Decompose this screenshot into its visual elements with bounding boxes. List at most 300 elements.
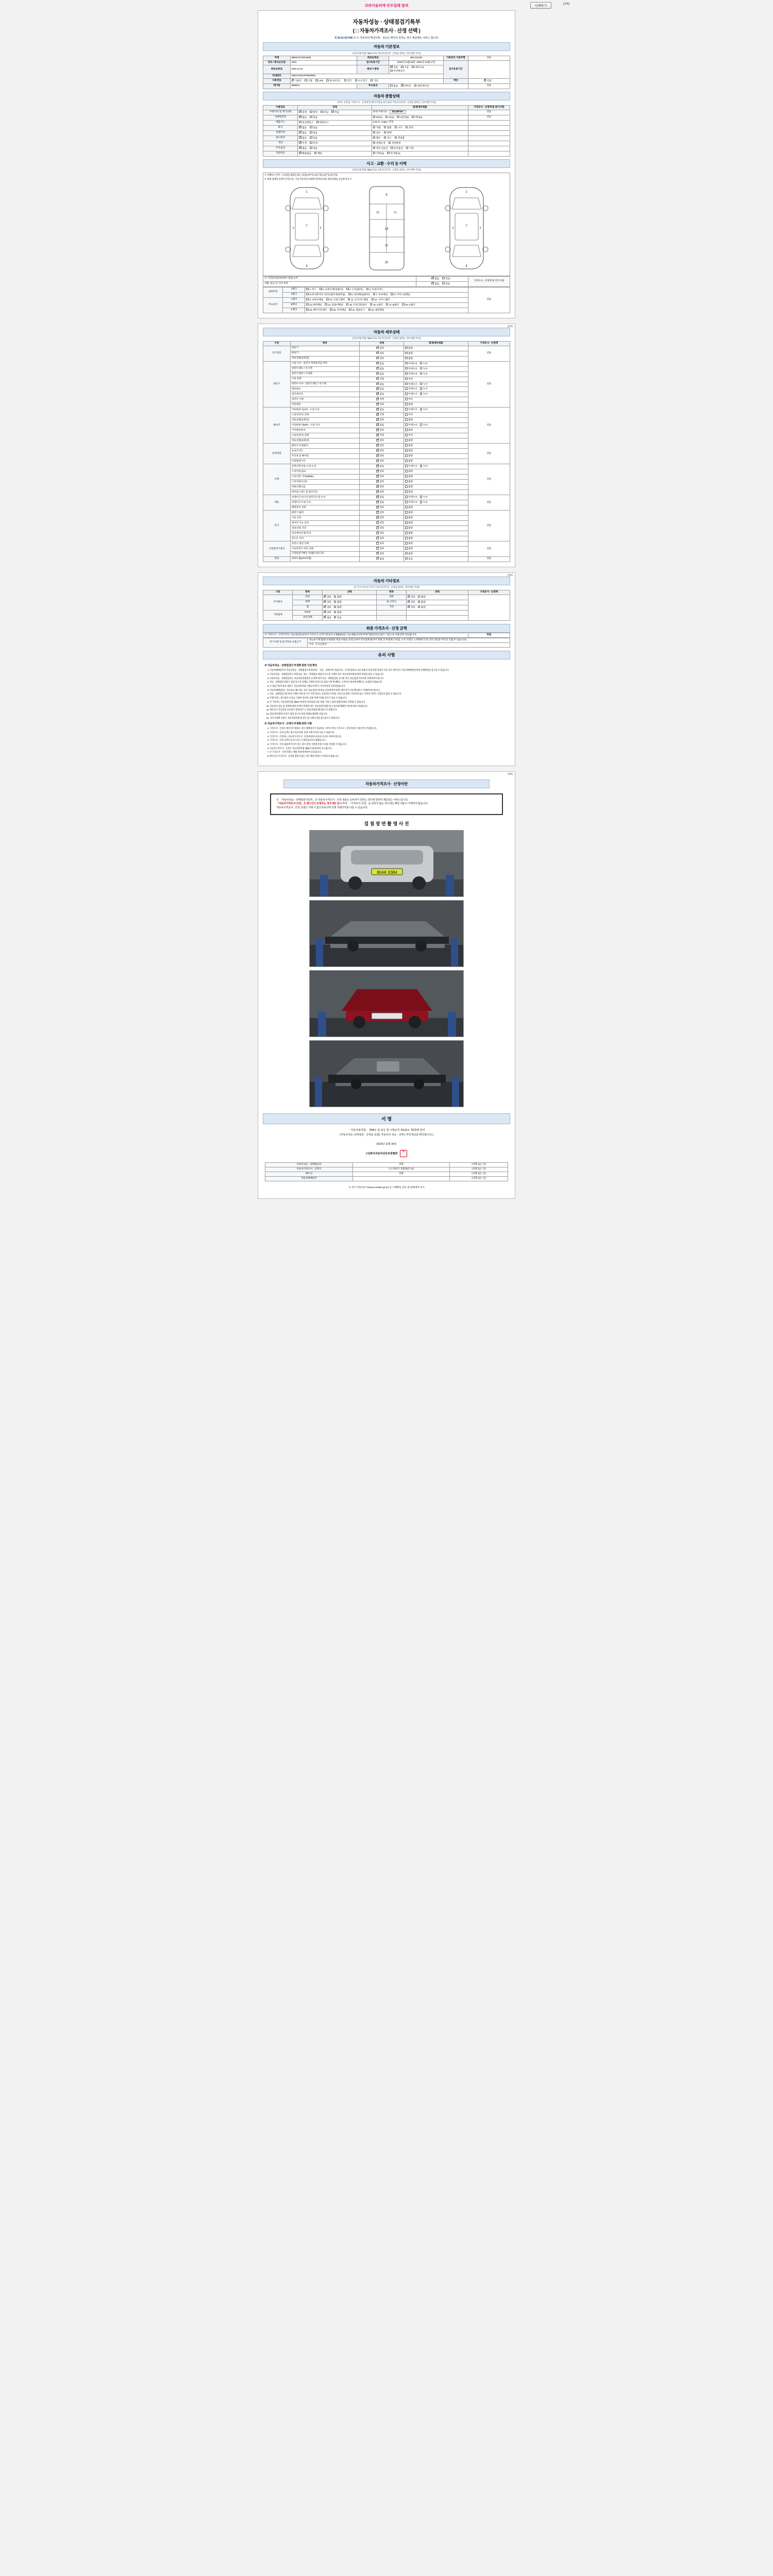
checkbox-icon[interactable] bbox=[334, 611, 337, 614]
checkbox-icon[interactable] bbox=[348, 298, 350, 301]
opt-nocolor[interactable]: ✓ 무색 bbox=[299, 142, 307, 145]
checkbox-icon[interactable] bbox=[418, 596, 421, 598]
option-양호[interactable] bbox=[324, 611, 331, 615]
option-미세누수[interactable] bbox=[405, 393, 417, 396]
checkbox-icon[interactable] bbox=[390, 66, 393, 69]
option-없음[interactable] bbox=[376, 465, 384, 468]
part-apillar[interactable]: 16. A필러 bbox=[370, 303, 383, 307]
checkbox-icon[interactable] bbox=[324, 596, 326, 598]
checkbox-icon[interactable] bbox=[405, 347, 408, 349]
opt-yes[interactable]: 있음 bbox=[442, 282, 450, 286]
checkbox-icon[interactable] bbox=[344, 79, 347, 82]
option-없음[interactable] bbox=[376, 408, 384, 412]
checkbox-icon[interactable] bbox=[326, 79, 329, 82]
checkbox-icon[interactable] bbox=[355, 79, 358, 82]
checkbox-icon[interactable] bbox=[418, 601, 421, 603]
checkbox-icon[interactable] bbox=[405, 429, 408, 431]
checkbox-icon[interactable] bbox=[299, 126, 301, 129]
checkbox-icon[interactable] bbox=[420, 367, 423, 370]
opt-structure[interactable]: 구조 bbox=[395, 126, 402, 130]
checkbox-icon[interactable] bbox=[376, 429, 379, 431]
checkbox-icon[interactable] bbox=[299, 121, 301, 124]
checkbox-icon[interactable] bbox=[405, 393, 408, 395]
checkbox-icon[interactable] bbox=[405, 521, 408, 524]
checkbox-icon[interactable] bbox=[405, 475, 408, 478]
checkbox-icon[interactable] bbox=[376, 403, 379, 405]
option-누수[interactable] bbox=[420, 393, 428, 396]
opt-illegal[interactable]: 불법 bbox=[384, 126, 392, 130]
checkbox-icon[interactable] bbox=[420, 387, 423, 390]
checkbox-icon[interactable] bbox=[325, 303, 327, 306]
option-부족[interactable] bbox=[405, 434, 413, 437]
option-양호[interactable] bbox=[376, 542, 384, 546]
checkbox-icon[interactable] bbox=[420, 501, 423, 503]
option-미세누유[interactable] bbox=[405, 408, 417, 412]
checkbox-icon[interactable] bbox=[384, 126, 386, 129]
checkbox-icon[interactable] bbox=[405, 408, 408, 411]
checkbox-icon[interactable] bbox=[376, 423, 379, 426]
option-양호[interactable] bbox=[324, 606, 331, 609]
checkbox-icon[interactable] bbox=[384, 137, 386, 139]
opt-yes[interactable]: 있음 bbox=[442, 277, 450, 281]
transmission-opt-manual[interactable]: 수동 bbox=[401, 66, 409, 70]
checkbox-icon[interactable] bbox=[405, 387, 408, 390]
checkbox-icon[interactable] bbox=[420, 393, 423, 395]
checkbox-icon[interactable] bbox=[346, 303, 349, 306]
option-누유[interactable] bbox=[420, 362, 428, 366]
checkbox-icon[interactable] bbox=[373, 293, 376, 296]
checkbox-icon[interactable] bbox=[405, 357, 408, 360]
option-없음[interactable] bbox=[376, 423, 384, 427]
option-부족[interactable] bbox=[405, 398, 413, 401]
color-opt-single[interactable]: ✓ 단일 bbox=[484, 79, 492, 83]
opt-changed[interactable]: 변경 bbox=[310, 111, 317, 114]
opt-fullpaint[interactable]: 전체도색 bbox=[373, 142, 385, 145]
checkbox-icon[interactable] bbox=[376, 460, 379, 462]
opt-semi[interactable]: 세미(4) bbox=[412, 116, 422, 120]
option-불량[interactable] bbox=[405, 347, 413, 350]
option-양호[interactable] bbox=[376, 511, 384, 515]
part-insidepanel[interactable]: 11. 인사이드패널 bbox=[348, 298, 368, 302]
option-부족[interactable] bbox=[405, 378, 413, 381]
checkbox-icon[interactable] bbox=[373, 131, 376, 134]
part-rearpanel[interactable]: 20. 리어패널 bbox=[330, 309, 346, 312]
option-미세누수[interactable] bbox=[405, 383, 417, 386]
option-누유[interactable] bbox=[420, 372, 428, 376]
opt-mt[interactable]: MT(1) bbox=[373, 116, 382, 120]
checkbox-icon[interactable] bbox=[390, 70, 393, 72]
option-양호[interactable] bbox=[376, 490, 384, 494]
checkbox-icon[interactable] bbox=[376, 490, 379, 493]
option-불량[interactable] bbox=[405, 527, 413, 530]
checkbox-icon[interactable] bbox=[376, 485, 379, 488]
option-없음[interactable] bbox=[324, 616, 331, 620]
checkbox-icon[interactable] bbox=[334, 596, 337, 598]
checkbox-icon[interactable] bbox=[376, 552, 379, 555]
transmission-opt-cvt[interactable]: 무단변속기 bbox=[390, 70, 405, 73]
checkbox-icon[interactable] bbox=[376, 480, 379, 483]
checkbox-icon[interactable] bbox=[376, 449, 379, 452]
checkbox-icon[interactable] bbox=[405, 542, 408, 545]
option-양호[interactable] bbox=[408, 606, 415, 609]
checkbox-icon[interactable] bbox=[310, 111, 312, 113]
checkbox-icon[interactable] bbox=[370, 303, 373, 306]
fuel-opt-hybrid[interactable]: 하이브리드 bbox=[326, 79, 341, 83]
opt-1[interactable]: 1번인(3) bbox=[397, 116, 409, 120]
checkbox-icon[interactable] bbox=[405, 490, 408, 493]
part-crossmember[interactable]: 10. 크로스멤버 bbox=[326, 298, 344, 302]
option-없음[interactable] bbox=[376, 557, 384, 561]
option-없음[interactable] bbox=[376, 383, 384, 386]
option-양호[interactable] bbox=[376, 418, 384, 422]
opt-hc[interactable]: 탄화수소 bbox=[316, 121, 329, 125]
checkbox-icon[interactable] bbox=[405, 454, 408, 457]
checkbox-icon[interactable] bbox=[376, 475, 379, 478]
option-없음[interactable] bbox=[376, 387, 384, 391]
option-none[interactable]: 없음 bbox=[390, 84, 398, 88]
checkbox-icon[interactable] bbox=[320, 288, 322, 291]
checkbox-icon[interactable] bbox=[405, 511, 408, 514]
option-누유[interactable] bbox=[420, 501, 428, 504]
checkbox-icon[interactable] bbox=[306, 309, 309, 311]
opt-real[interactable]: ✓ 실제 bbox=[299, 111, 307, 114]
option-불량[interactable] bbox=[405, 470, 413, 473]
opt-flood[interactable]: 침수 bbox=[373, 131, 381, 135]
checkbox-icon[interactable] bbox=[405, 465, 408, 467]
checkbox-icon[interactable] bbox=[405, 413, 408, 416]
checkbox-icon[interactable] bbox=[299, 111, 301, 113]
checkbox-icon[interactable] bbox=[405, 485, 408, 488]
part-packagetray[interactable]: 19. 패키지트레이 bbox=[306, 309, 327, 312]
part-frontfender[interactable]: 2. 프론트팬더(좌/우) bbox=[320, 288, 343, 292]
option-부족[interactable] bbox=[405, 413, 413, 417]
checkbox-icon[interactable] bbox=[420, 408, 423, 411]
opt-na[interactable]: ✓ 해당없음 bbox=[299, 152, 311, 156]
checkbox-icon[interactable] bbox=[346, 288, 349, 291]
checkbox-icon[interactable] bbox=[305, 79, 307, 82]
checkbox-icon[interactable] bbox=[376, 501, 379, 503]
checkbox-icon[interactable] bbox=[376, 511, 379, 514]
checkbox-icon[interactable] bbox=[376, 383, 379, 385]
part-trunkfloor[interactable]: 15. 트렁크플로어 bbox=[346, 303, 367, 307]
checkbox-icon[interactable] bbox=[431, 282, 434, 285]
checkbox-icon[interactable] bbox=[334, 616, 337, 619]
option-불량[interactable] bbox=[405, 454, 413, 458]
opt-yes[interactable]: 있음 bbox=[310, 131, 317, 135]
part-bpillar[interactable]: 17. B필러 bbox=[386, 303, 399, 307]
checkbox-icon[interactable] bbox=[376, 347, 379, 349]
option-양호[interactable] bbox=[376, 403, 384, 406]
checkbox-icon[interactable] bbox=[376, 367, 379, 370]
option-불량[interactable] bbox=[405, 475, 413, 479]
checkbox-icon[interactable] bbox=[348, 293, 351, 296]
checkbox-icon[interactable] bbox=[418, 606, 421, 608]
checkbox-icon[interactable] bbox=[420, 496, 423, 498]
checkbox-icon[interactable] bbox=[391, 147, 393, 149]
opt-none[interactable]: ✓ 없음 bbox=[431, 277, 439, 281]
checkbox-icon[interactable] bbox=[405, 434, 408, 436]
checkbox-icon[interactable] bbox=[405, 383, 408, 385]
option-양호[interactable] bbox=[376, 470, 384, 473]
checkbox-icon[interactable] bbox=[420, 423, 423, 426]
option-불량[interactable] bbox=[418, 606, 426, 609]
checkbox-icon[interactable] bbox=[306, 303, 309, 306]
checkbox-icon[interactable] bbox=[376, 470, 379, 472]
option-불량[interactable] bbox=[334, 606, 342, 609]
opt-single[interactable]: 단색 bbox=[310, 142, 317, 145]
checkbox-icon[interactable] bbox=[331, 111, 334, 113]
print-button[interactable]: 인쇄하기 bbox=[530, 2, 551, 9]
option-불량[interactable] bbox=[334, 611, 342, 615]
opt-less[interactable]: ✓ 적음 bbox=[331, 111, 339, 114]
option-불량[interactable] bbox=[405, 418, 413, 422]
checkbox-icon[interactable] bbox=[395, 137, 397, 139]
option-없음[interactable] bbox=[376, 393, 384, 396]
checkbox-icon[interactable] bbox=[376, 393, 379, 395]
fuel-opt-ev[interactable]: 전기 bbox=[344, 79, 352, 83]
checkbox-icon[interactable] bbox=[405, 552, 408, 555]
checkbox-icon[interactable] bbox=[299, 142, 301, 144]
checkbox-icon[interactable] bbox=[299, 137, 301, 139]
checkbox-icon[interactable] bbox=[349, 309, 351, 311]
option-적정[interactable] bbox=[376, 413, 384, 417]
checkbox-icon[interactable] bbox=[376, 439, 379, 442]
option-불량[interactable] bbox=[405, 403, 413, 406]
checkbox-icon[interactable] bbox=[420, 362, 423, 365]
checkbox-icon[interactable] bbox=[405, 496, 408, 498]
option-불량[interactable] bbox=[405, 542, 413, 546]
checkbox-icon[interactable] bbox=[376, 506, 379, 509]
option-불량[interactable] bbox=[405, 490, 413, 494]
opt-none[interactable]: ✓ 없음 bbox=[299, 131, 307, 135]
transmission-opt-semi[interactable]: 세미오토 bbox=[412, 66, 424, 70]
option-양호[interactable] bbox=[376, 480, 384, 484]
opt-legal[interactable]: 적법 bbox=[373, 126, 381, 130]
opt-yes[interactable]: 있음 bbox=[310, 147, 317, 150]
checkbox-icon[interactable] bbox=[431, 277, 434, 280]
option-양호[interactable] bbox=[376, 547, 384, 551]
checkbox-icon[interactable] bbox=[366, 288, 369, 291]
option-미세누유[interactable] bbox=[405, 501, 417, 504]
opt-doubt[interactable]: 의심 bbox=[321, 111, 328, 114]
checkbox-icon[interactable] bbox=[330, 309, 332, 311]
checkbox-icon[interactable] bbox=[299, 152, 301, 155]
checkbox-icon[interactable] bbox=[321, 111, 323, 113]
checkbox-icon[interactable] bbox=[412, 66, 414, 69]
checkbox-icon[interactable] bbox=[315, 79, 318, 82]
checkbox-icon[interactable] bbox=[376, 557, 379, 560]
checkbox-icon[interactable] bbox=[373, 152, 376, 155]
option-누수[interactable] bbox=[420, 383, 428, 386]
checkbox-icon[interactable] bbox=[405, 532, 408, 534]
checkbox-icon[interactable] bbox=[310, 116, 312, 118]
option-불량[interactable] bbox=[405, 449, 413, 453]
checkbox-icon[interactable] bbox=[405, 423, 408, 426]
option-불량[interactable] bbox=[405, 552, 413, 556]
option-양호[interactable] bbox=[408, 601, 415, 604]
checkbox-icon[interactable] bbox=[376, 547, 379, 550]
opt-fire[interactable]: 화재 bbox=[384, 131, 392, 135]
part-frontpanel[interactable]: 9. 프론트패널 bbox=[306, 298, 323, 302]
checkbox-icon[interactable] bbox=[412, 116, 414, 118]
checkbox-icon[interactable] bbox=[373, 142, 376, 144]
option-미세누수[interactable] bbox=[405, 387, 417, 391]
checkbox-icon[interactable] bbox=[376, 454, 379, 457]
option-sunroof[interactable]: ✓ 썬루프 bbox=[401, 84, 411, 88]
part-dashpanel[interactable]: 13.대쉬패널 bbox=[306, 303, 322, 307]
option-양호[interactable] bbox=[376, 532, 384, 535]
checkbox-icon[interactable] bbox=[408, 601, 410, 603]
checkbox-icon[interactable] bbox=[406, 126, 408, 129]
checkbox-icon[interactable] bbox=[405, 449, 408, 452]
option-적정[interactable] bbox=[376, 434, 384, 437]
checkbox-icon[interactable] bbox=[442, 277, 445, 280]
checkbox-icon[interactable] bbox=[376, 527, 379, 529]
checkbox-icon[interactable] bbox=[373, 126, 376, 129]
checkbox-icon[interactable] bbox=[373, 137, 376, 139]
checkbox-icon[interactable] bbox=[391, 293, 393, 296]
option-누유[interactable] bbox=[420, 465, 428, 468]
checkbox-icon[interactable] bbox=[326, 298, 329, 301]
checkbox-icon[interactable] bbox=[314, 152, 317, 155]
option-불량[interactable] bbox=[405, 429, 413, 432]
checkbox-icon[interactable] bbox=[306, 298, 309, 301]
checkbox-icon[interactable] bbox=[376, 521, 379, 524]
transmission-opt-auto[interactable]: ✓자동 bbox=[390, 66, 398, 70]
part-floorpanel[interactable]: 14. 플로어패널 bbox=[325, 303, 343, 307]
fuel-opt-etc[interactable]: 기타 bbox=[371, 79, 378, 83]
opt-rent[interactable]: 렌트 bbox=[373, 137, 381, 140]
checkbox-icon[interactable] bbox=[408, 606, 410, 608]
checkbox-icon[interactable] bbox=[376, 532, 379, 534]
part-roof[interactable]: 7. 루프패널 bbox=[373, 293, 388, 297]
opt-at[interactable]: AT(2) bbox=[385, 116, 394, 120]
option-불량[interactable] bbox=[405, 506, 413, 510]
option-양호[interactable] bbox=[376, 521, 384, 525]
opt-notdone[interactable]: 미이행 (x) bbox=[387, 152, 400, 156]
checkbox-icon[interactable] bbox=[372, 298, 374, 301]
checkbox-icon[interactable] bbox=[401, 84, 404, 87]
checkbox-icon[interactable] bbox=[405, 418, 408, 421]
fuel-opt-hydrogen[interactable]: 수소전기 bbox=[355, 79, 367, 83]
option-불량[interactable] bbox=[405, 480, 413, 484]
option-nav[interactable]: 내비게이션 bbox=[414, 84, 429, 88]
checkbox-icon[interactable] bbox=[408, 596, 410, 598]
checkbox-icon[interactable] bbox=[373, 116, 376, 118]
checkbox-icon[interactable] bbox=[405, 439, 408, 442]
checkbox-icon[interactable] bbox=[376, 434, 379, 436]
checkbox-icon[interactable] bbox=[376, 496, 379, 498]
option-불량[interactable] bbox=[405, 532, 413, 535]
part-sidesill[interactable]: 8. 사이드실패널 bbox=[391, 293, 410, 297]
checkbox-icon[interactable] bbox=[414, 84, 417, 87]
checkbox-icon[interactable] bbox=[405, 362, 408, 365]
checkbox-icon[interactable] bbox=[310, 142, 312, 144]
option-적정[interactable] bbox=[376, 378, 384, 381]
checkbox-icon[interactable] bbox=[406, 147, 409, 149]
checkbox-icon[interactable] bbox=[324, 611, 326, 614]
checkbox-icon[interactable] bbox=[310, 147, 312, 149]
checkbox-icon[interactable] bbox=[310, 131, 312, 134]
checkbox-icon[interactable] bbox=[376, 357, 379, 360]
fuel-opt-gasoline[interactable]: ✓ 가솔린 bbox=[292, 79, 301, 83]
checkbox-icon[interactable] bbox=[310, 126, 312, 129]
option-있음[interactable] bbox=[405, 557, 413, 561]
checkbox-icon[interactable] bbox=[376, 362, 379, 365]
checkbox-icon[interactable] bbox=[405, 367, 408, 370]
option-불량[interactable] bbox=[334, 601, 342, 604]
option-불량[interactable] bbox=[405, 516, 413, 520]
checkbox-icon[interactable] bbox=[376, 408, 379, 411]
checkbox-icon[interactable] bbox=[385, 116, 388, 118]
option-양호[interactable] bbox=[376, 454, 384, 458]
checkbox-icon[interactable] bbox=[324, 606, 326, 608]
checkbox-icon[interactable] bbox=[376, 542, 379, 545]
sign-seal-label[interactable]: (서명 또는 인) bbox=[449, 1176, 508, 1181]
opt-newcar[interactable]: 신차옵션 bbox=[391, 147, 403, 150]
sign-seal-label[interactable]: (서명 또는 인) bbox=[449, 1172, 508, 1176]
checkbox-icon[interactable] bbox=[390, 84, 393, 87]
checkbox-icon[interactable] bbox=[376, 465, 379, 467]
checkbox-icon[interactable] bbox=[376, 398, 379, 400]
option-양호[interactable] bbox=[376, 347, 384, 350]
checkbox-icon[interactable] bbox=[420, 465, 423, 467]
option-양호[interactable] bbox=[376, 537, 384, 540]
checkbox-icon[interactable] bbox=[376, 516, 379, 519]
fuel-opt-diesel[interactable]: 디젤 bbox=[305, 79, 312, 83]
opt-co[interactable]: 일산화탄소 bbox=[299, 121, 313, 125]
part-wheelhouse[interactable]: 21. 휠하우스 bbox=[349, 309, 365, 312]
checkbox-icon[interactable] bbox=[405, 506, 408, 509]
checkbox-icon[interactable] bbox=[405, 378, 408, 380]
opt-none[interactable]: ✓ 없음 bbox=[299, 116, 307, 120]
part-sidemember[interactable]: 12. 사이드멤버 bbox=[372, 298, 390, 302]
opt-etc[interactable]: 기타 bbox=[406, 147, 414, 150]
option-양호[interactable] bbox=[324, 596, 331, 599]
checkbox-icon[interactable] bbox=[405, 403, 408, 405]
checkbox-icon[interactable] bbox=[405, 398, 408, 400]
option-없음[interactable] bbox=[376, 372, 384, 376]
checkbox-icon[interactable] bbox=[299, 131, 301, 134]
option-미세누유[interactable] bbox=[405, 372, 417, 376]
checkbox-icon[interactable] bbox=[405, 557, 408, 560]
sign-seal-label[interactable]: (서명 또는 인) bbox=[449, 1167, 508, 1172]
checkbox-icon[interactable] bbox=[405, 444, 408, 447]
opt-yes[interactable]: 있음 bbox=[310, 137, 317, 140]
opt-none[interactable]: ✓ 없음 bbox=[299, 147, 307, 150]
option-없음[interactable] bbox=[376, 501, 384, 504]
part-cpillar[interactable]: 18. C필러 bbox=[402, 303, 415, 307]
checkbox-icon[interactable] bbox=[387, 152, 390, 155]
checkbox-icon[interactable] bbox=[373, 147, 376, 149]
opt-yes[interactable]: 있음 bbox=[310, 126, 317, 130]
option-양호[interactable] bbox=[376, 552, 384, 556]
option-양호[interactable] bbox=[376, 352, 384, 355]
checkbox-icon[interactable] bbox=[442, 282, 445, 285]
option-적정[interactable] bbox=[376, 398, 384, 401]
checkbox-icon[interactable] bbox=[420, 383, 423, 385]
checkbox-icon[interactable] bbox=[310, 137, 312, 139]
checkbox-icon[interactable] bbox=[401, 66, 404, 69]
checkbox-icon[interactable] bbox=[405, 460, 408, 462]
checkbox-icon[interactable] bbox=[405, 537, 408, 539]
checkbox-icon[interactable] bbox=[389, 142, 391, 144]
checkbox-icon[interactable] bbox=[292, 79, 294, 82]
option-누수[interactable] bbox=[420, 387, 428, 391]
checkbox-icon[interactable] bbox=[384, 131, 386, 134]
part-radiator-support[interactable]: 5.라디에이터 서포트(볼트체결부품) bbox=[306, 293, 345, 297]
opt-lease[interactable]: 리스 bbox=[384, 137, 392, 140]
